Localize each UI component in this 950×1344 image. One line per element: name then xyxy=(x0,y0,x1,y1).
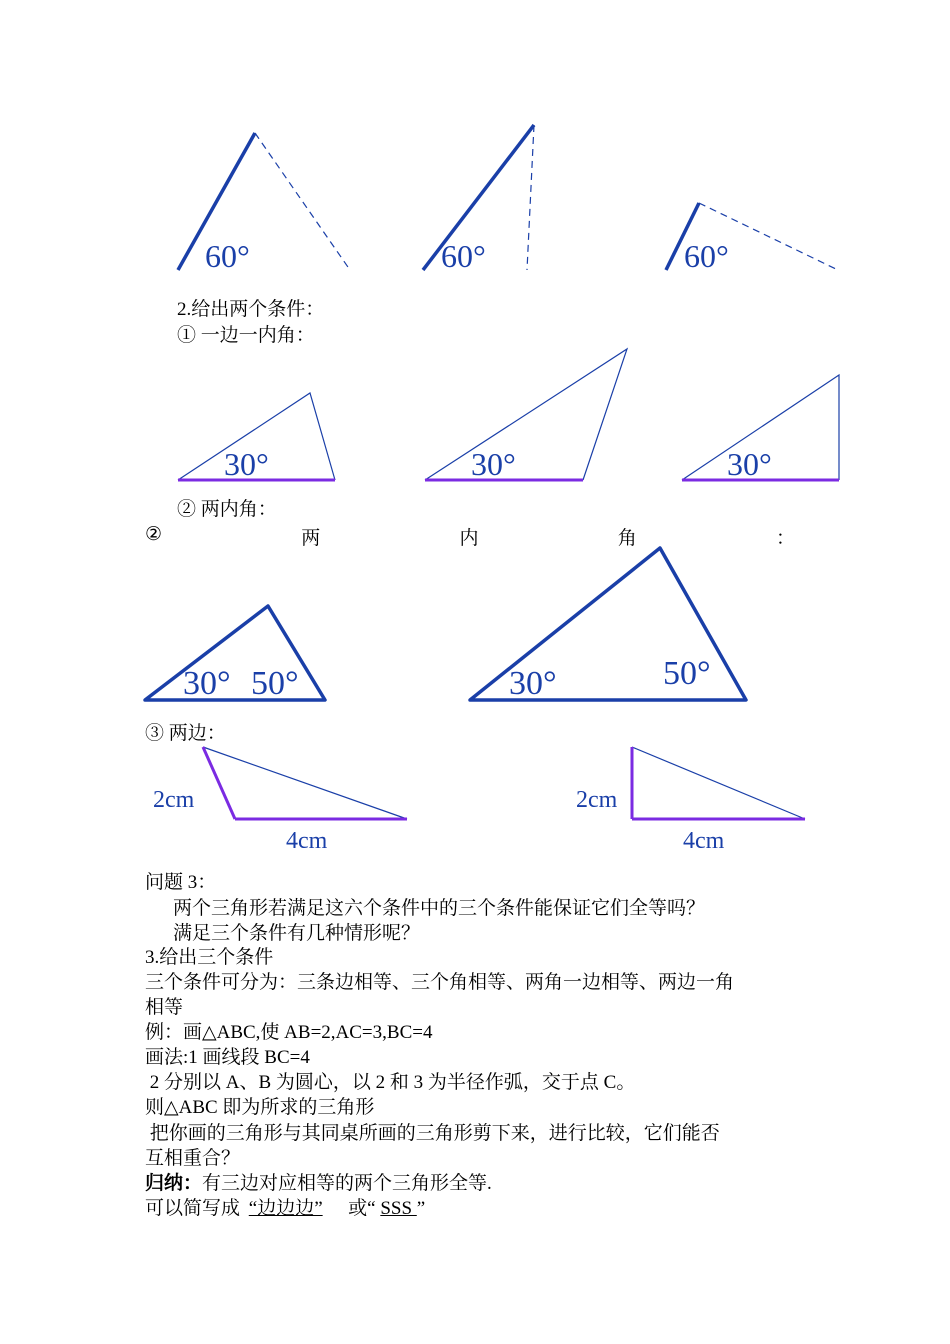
summary-label: 归纳： xyxy=(145,1173,203,1194)
abbr-prefix: 可以简写成 xyxy=(145,1198,245,1219)
abbreviation-line xyxy=(145,1197,425,1221)
angle-label-30-1: 30° xyxy=(224,446,269,482)
side-angle-triangle-2 xyxy=(425,349,627,482)
spread-char-1: ② xyxy=(145,524,163,545)
given-three-heading: 3.给出三个条件 xyxy=(145,947,274,968)
two-side-triangle-1 xyxy=(153,747,407,854)
example-line: 例：画△ABC,使 AB=2,AC=3,BC=4 xyxy=(145,1022,433,1043)
angle-label-30-2: 30° xyxy=(471,446,516,482)
spread-char-5: ： xyxy=(775,528,795,549)
compare-line2: 互相重合？ xyxy=(145,1148,241,1169)
three-conditions-line1: 三个条件可分为：三条边相等、三个角相等、两角一边相等、两边一角 xyxy=(145,972,735,993)
method-step2: 2 分别以 A、B 为圆心，以 2 和 3 为半径作弧，交于点 C。 xyxy=(145,1072,636,1093)
side-label-2cm-2: 2cm xyxy=(576,787,618,813)
side-label-4cm-1: 4cm xyxy=(286,828,328,854)
spread-char-2: 两 xyxy=(301,528,321,549)
angle-figure-2 xyxy=(423,125,534,274)
side-label-4cm-2: 4cm xyxy=(683,828,725,854)
two-angles-heading: ② 两内角： xyxy=(177,499,277,520)
angle-label-50-large: 50° xyxy=(663,655,711,692)
spread-char-4: 角 xyxy=(617,528,637,549)
angle-figure-1 xyxy=(178,133,350,274)
side-label-2cm-1: 2cm xyxy=(153,787,195,813)
angle-label-3: 60° xyxy=(684,238,729,274)
angle-label-1: 60° xyxy=(205,238,250,274)
spread-char-3: 内 xyxy=(459,528,479,549)
angle-label-30-small: 30° xyxy=(183,665,231,702)
compare-line1: 把你画的三角形与其同桌所画的三角形剪下来，进行比较，它们能否 xyxy=(145,1123,720,1144)
summary-text: 有三边对应相等的两个三角形全等. xyxy=(202,1173,492,1194)
angle-label-2: 60° xyxy=(441,238,486,274)
two-side-triangle-2 xyxy=(576,747,805,854)
two-angles-spread-line xyxy=(145,523,795,550)
summary-line xyxy=(145,1172,492,1196)
three-conditions-line2: 相等 xyxy=(145,997,184,1018)
abbr-sss: SSS xyxy=(380,1198,417,1219)
side-angle-heading: ① 一边一内角： xyxy=(177,325,315,346)
given-two-heading: 2.给出两个条件： xyxy=(177,299,325,320)
two-angle-triangle-2 xyxy=(470,548,746,702)
abbr-bianbianbian: “边边边” xyxy=(248,1198,323,1219)
result-line: 则△ABC 即为所求的三角形 xyxy=(145,1097,375,1118)
angle-label-30-3: 30° xyxy=(727,446,772,482)
abbr-mid: 或“ xyxy=(338,1198,381,1219)
method-step1: 画法:1 画线段 BC=4 xyxy=(145,1047,310,1068)
side-angle-triangle-1 xyxy=(178,393,335,482)
abbr-end: ” xyxy=(416,1198,426,1219)
angle-figure-3 xyxy=(666,203,838,274)
question3-line1: 两个三角形若满足这六个条件中的三个条件能保证它们全等吗？ xyxy=(173,898,706,919)
question3-title: 问题 3： xyxy=(145,872,217,893)
two-sides-heading: ③ 两边： xyxy=(145,723,226,744)
angle-label-50-small: 50° xyxy=(251,665,299,702)
question3-line2: 满足三个条件有几种情形呢？ xyxy=(173,923,421,944)
angle-label-30-large: 30° xyxy=(509,665,557,702)
side-angle-triangle-3 xyxy=(682,375,839,482)
two-angle-triangle-1 xyxy=(145,606,325,702)
